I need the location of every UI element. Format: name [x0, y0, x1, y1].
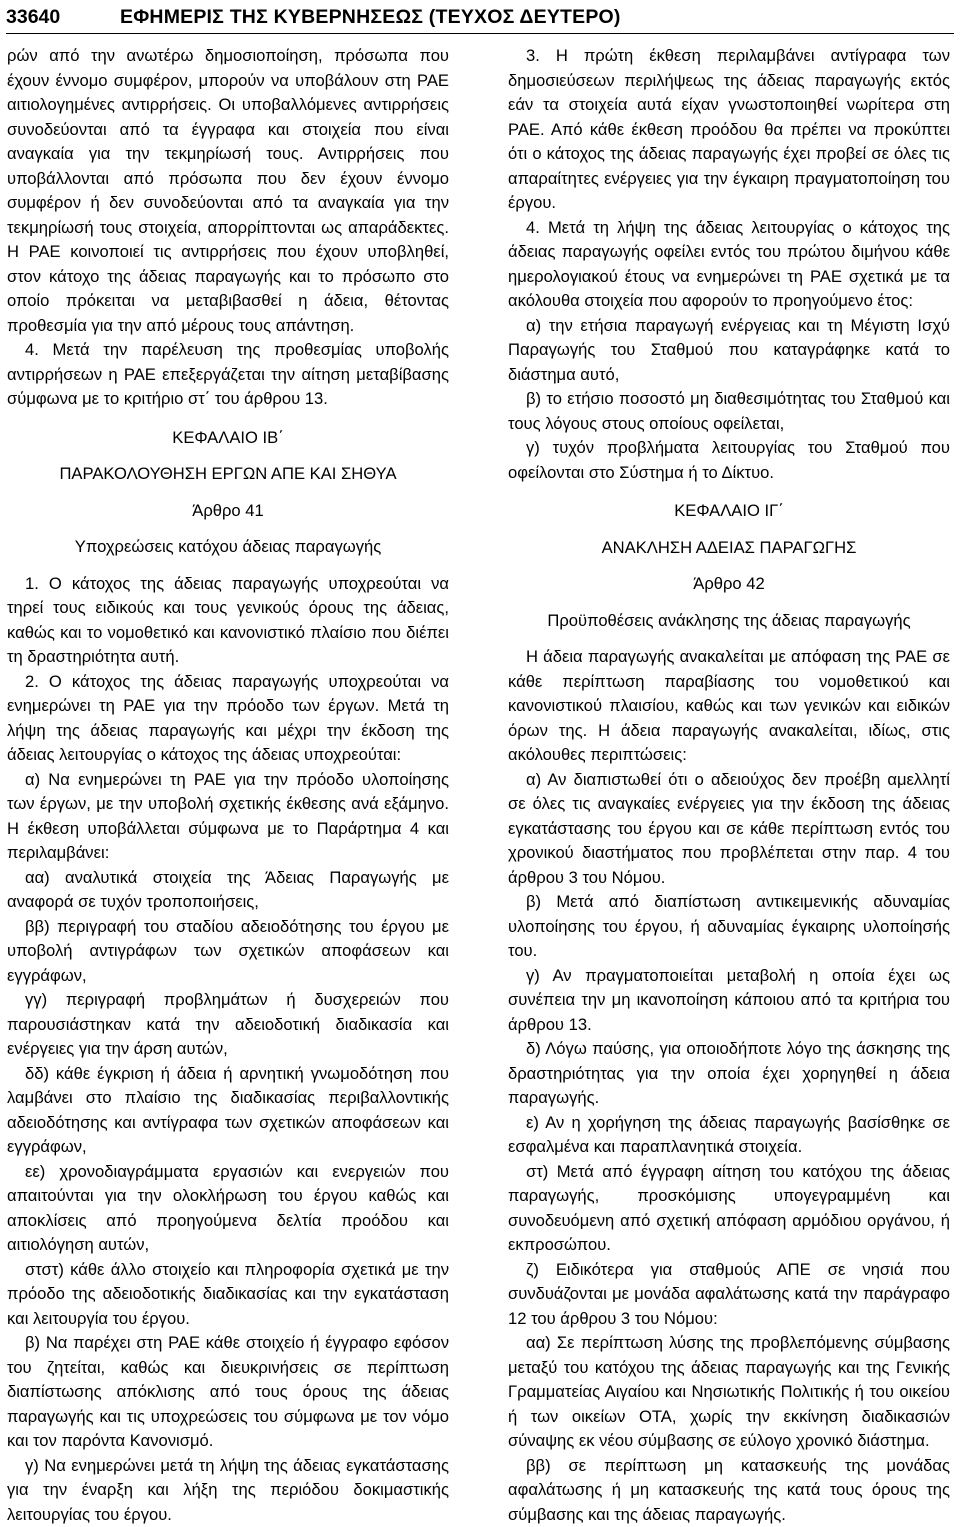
paragraph: β) Να παρέχει στη ΡΑΕ κάθε στοιχείο ή έγγραφο εφόσον του ζητείται, καθώς και διευκρινήσεις σε περίπτωση διαπίστωσης απόκλισης από τους όρους της άδειας παραγωγής και τις υποχρεώσεις του σύμφωνα με τον νόμο και τον παρόντα Κανονισμό.: [7, 1331, 449, 1454]
paragraph: στστ) κάθε άλλο στοιχείο και πληροφορία σχετικά με την πρόοδο της αδειοδοτικής διαδικασίας και την εγκατάσταση και λειτουργία του έργου.: [7, 1258, 449, 1332]
paragraph: α) την ετήσια παραγωγή ενέργειας και τη Μέγιστη Ισχύ Παραγωγής του Σταθμού που καταγράφηκε κατά το διάστημα αυτό,: [508, 314, 950, 388]
article-number: Άρθρο 42: [508, 572, 950, 597]
paragraph: 2. Ο κάτοχος της άδειας παραγωγής υποχρεούται να ενημερώνει τη ΡΑΕ για την πρόοδο των έργων. Μετά τη λήψη της άδειας παραγωγής και μέχρι την έκδοση της άδειας λειτουργίας ο κάτοχος της άδειας υποχρεούται:: [7, 670, 449, 768]
paragraph: ε) Αν η χορήγηση της άδειας παραγωγής βασίσθηκε σε εσφαλμένα και παραπλανητικά στοιχεία.: [508, 1111, 950, 1160]
left-column: [7, 44, 449, 1527]
paragraph: δδ) κάθε έγκριση ή άδεια ή αρνητική γνωμοδότηση που λαμβάνει στο πλαίσιο της διαδικασίας περιβαλλοντικής αδειοδότησης και αντίγραφα των σχετικών αποφάσεων και εγγράφων,: [7, 1062, 449, 1160]
paragraph: εε) χρονοδιαγράμματα εργασιών και ενεργειών που απαιτούνται για την ολοκλήρωση του έργου καθώς και αποκλίσεις από προηγούμενα δελτία προόδου και αιτιολόγηση αυτών,: [7, 1160, 449, 1258]
paragraph: ββ) σε περίπτωση μη κατασκευής της μονάδας αφαλάτωσης ή μη κατασκευής της κατά τους όρους της σύμβασης και της άδειας παραγωγής.: [508, 1454, 950, 1527]
paragraph: 3. Η πρώτη έκθεση περιλαμβάνει αντίγραφα των δημοσιεύσεων περιλήψεως της άδειας παραγωγής εκτός εάν τα στοιχεία αυτά είχαν γνωστοποιηθεί νωρίτερα στη ΡΑΕ. Από κάθε έκθεση προόδου θα πρέπει να προκύπτει ότι ο κάτοχος της άδειας παραγωγής έχει προβεί σε όλες τις απαραίτητες ενέργειες για την έγκαιρη πραγματοποίηση του έργου.: [508, 44, 950, 216]
paragraph: α) Αν διαπιστωθεί ότι ο αδειούχος δεν προέβη αμελλητί σε όλες τις αναγκαίες ενέργειες για την έκδοση της άδειας εγκατάστασης του έργου και σε κάθε περίπτωση εντός του χρονικού διαστήματος που προβλέπεται στην παρ. 4 του άρθρου 3 του Νόμου.: [508, 768, 950, 891]
paragraph: 4. Μετά τη λήψη της άδειας λειτουργίας ο κάτοχος της άδειας παραγωγής οφείλει εντός του πρώτου διμήνου κάθε ημερολογιακού έτους να ενημερώνει τη ΡΑΕ σχετικά με τα ακόλουθα στοιχεία που αφορούν το προηγούμενο έτος:: [508, 216, 950, 314]
paragraph: 1. Ο κάτοχος της άδειας παραγωγής υποχρεούται να τηρεί τους ειδικούς και τους γενικούς όρους της άδειας, καθώς και το νομοθετικό και κανονιστικό πλαίσιο που διέπει τη δραστηριότητα αυτή.: [7, 572, 449, 670]
paragraph: Η άδεια παραγωγής ανακαλείται με απόφαση της ΡΑΕ σε κάθε περίπτωση παραβίασης του νομοθετικού και κανονιστικού πλαισίου, καθώς και των γενικών και ειδικών όρων της. Η άδεια παραγωγής ανακαλείται, ιδίως, στις ακόλουθες περιπτώσεις:: [508, 645, 950, 768]
header-rule: [6, 33, 954, 34]
paragraph: β) το ετήσιο ποσοστό μη διαθεσιμότητας του Σταθμού και τους λόγους στους οποίους οφείλεται,: [508, 387, 950, 436]
paragraph: α) Να ενημερώνει τη ΡΑΕ για την πρόοδο υλοποίησης των έργων, με την υποβολή σχετικής έκθεσης ανά εξάμηνο. Η έκθεση υποβάλλεται σύμφωνα με το Παράρτημα 4 και περιλαμβάνει:: [7, 768, 449, 866]
page-header: [6, 4, 954, 30]
right-column: [508, 44, 950, 1527]
chapter-title: ΑΝΑΚΛΗΣΗ ΑΔΕΙΑΣ ΠΑΡΑΓΩΓΗΣ: [508, 536, 950, 561]
article-title: Υποχρεώσεις κατόχου άδειας παραγωγής: [7, 535, 449, 560]
article-title: Προϋποθέσεις ανάκλησης της άδειας παραγωγής: [508, 609, 950, 634]
paragraph: ζ) Ειδικότερα για σταθμούς ΑΠΕ σε νησιά που συνδυάζονται με μονάδα αφαλάτωσης κατά την παράγραφο 12 του άρθρου 3 του Νόμου:: [508, 1258, 950, 1332]
paragraph: γ) τυχόν προβλήματα λειτουργίας του Σταθμού που οφείλονται στο Σύστημα ή το Δίκτυο.: [508, 436, 950, 485]
paragraph: αα) Σε περίπτωση λύσης της προβλεπόμενης σύμβασης μεταξύ του κατόχου της άδειας παραγωγής και της Γενικής Γραμματείας Αιγαίου και Νησιωτικής Πολιτικής ή του οικείου ή των οικείων ΟΤΑ, χωρίς την εκκίνηση διαδικασιών σύναψης εκ νέου σύμβασης σε εύλογο χρονικό διάστημα.: [508, 1331, 950, 1454]
paragraph: γ) Αν πραγματοποιείται μεταβολή η οποία έχει ως συνέπεια την μη ικανοποίηση κάποιου από τα κριτήρια του άρθρου 13.: [508, 964, 950, 1038]
gazette-title: ΕΦΗΜΕΡΙΣ ΤΗΣ ΚΥΒΕΡΝΗΣΕΩΣ (ΤΕΥΧΟΣ ΔΕΥΤΕΡΟ): [120, 6, 621, 29]
paragraph: γγ) περιγραφή προβλημάτων ή δυσχερειών που παρουσιάστηκαν κατά την αδειοδοτική διαδικασία και ενέργειες για την άρση αυτών,: [7, 988, 449, 1062]
chapter-heading: ΚΕΦΑΛΑΙΟ ΙΒ΄: [7, 426, 449, 451]
paragraph: αα) αναλυτικά στοιχεία της Άδειας Παραγωγής με αναφορά σε τυχόν τροποποιήσεις,: [7, 866, 449, 915]
paragraph: δ) Λόγω παύσης, για οποιοδήποτε λόγο της άσκησης της δραστηριότητας για την οποία έχει χορηγηθεί η άδεια παραγωγής.: [508, 1037, 950, 1111]
paragraph: 4. Μετά την παρέλευση της προθεσμίας υποβολής αντιρρήσεων η ΡΑΕ επεξεργάζεται την αίτηση μεταβίβασης σύμφωνα με το κριτήριο στ΄ του άρθρου 13.: [7, 338, 449, 412]
chapter-heading: ΚΕΦΑΛΑΙΟ ΙΓ΄: [508, 499, 950, 524]
article-number: Άρθρο 41: [7, 499, 449, 524]
paragraph: στ) Μετά από έγγραφη αίτηση του κατόχου της άδειας παραγωγής, προσκόμισης υπογεγραμμένη και συνοδευόμενη από σχετική απόφαση αρμόδιου οργάνου, ή εκπροσώπου.: [508, 1160, 950, 1258]
paragraph: ββ) περιγραφή του σταδίου αδειοδότησης του έργου με υποβολή αντιγράφων των σχετικών αποφάσεων και εγγράφων,: [7, 915, 449, 989]
page-number: 33640: [6, 6, 98, 29]
paragraph: β) Μετά από διαπίστωση αντικειμενικής αδυναμίας υλοποίησης του έργου, ή αδυναμίας έγκαιρης υλοποίησής του.: [508, 890, 950, 964]
paragraph: γ) Να ενημερώνει μετά τη λήψη της άδειας εγκατάστασης για την έναρξη και λήξη της περιόδου δοκιμαστικής λειτουργίας του έργου.: [7, 1454, 449, 1527]
paragraph: ρών από την ανωτέρω δημοσιοποίηση, πρόσωπα που έχουν έννομο συμφέρον, μπορούν να υποβάλουν στη ΡΑΕ αιτιολογημένες αντιρρήσεις. Οι υποβαλλόμενες αντιρρήσεις συνοδεύονται από τα έγγραφα και στοιχεία που είναι αναγκαία για την τεκμηρίωσή τους. Αντιρρήσεις που υποβάλλονται από πρόσωπα που δεν έχουν έννομο συμφέρον ή δεν συνοδεύονται από τα αναγκαία για την τεκμηρίωσή τους στοιχεία, απορρίπτονται ως απαράδεκτες. Η ΡΑΕ κοινοποιεί τις αντιρρήσεις που έχουν υποβληθεί, στον κάτοχο της άδειας παραγωγής και το πρόσωπο στο οποίο πρόκειται να μεταβιβασθεί η άδεια, θέτοντας προθεσμία για την από μέρους τους απάντηση.: [7, 44, 449, 338]
chapter-title: ΠΑΡΑΚΟΛΟΥΘΗΣΗ ΕΡΓΩΝ ΑΠΕ ΚΑΙ ΣΗΘΥΑ: [7, 462, 449, 487]
